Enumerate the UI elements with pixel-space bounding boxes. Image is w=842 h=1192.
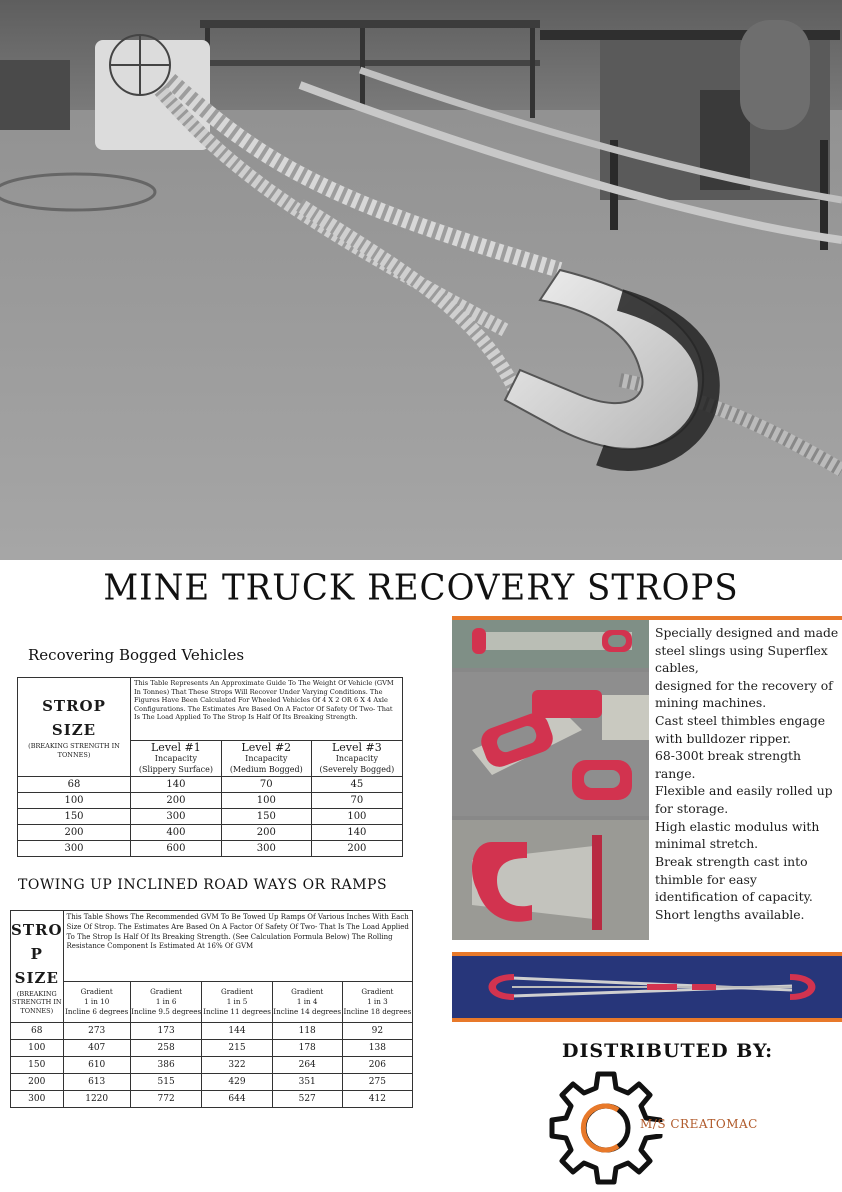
table-row: 200 400 200 140 <box>18 824 403 840</box>
strop-label-cont: P <box>30 944 43 963</box>
table-row: 100 200 100 70 <box>18 792 403 808</box>
gradient-header: Gradient 1 in 5 Incline 11 degrees <box>202 982 272 1023</box>
size-label: SIZE <box>14 968 59 987</box>
table-row: 150 300 150 100 <box>18 808 403 824</box>
distributed-by-heading: DISTRIBUTED BY: <box>562 1040 774 1062</box>
feature-item: Flexible and easily rolled up for storage. <box>655 783 833 817</box>
gradient-header: Gradient 1 in 4 Incline 14 degrees <box>272 982 342 1023</box>
table-row: 300 1220 772 644 527 412 <box>11 1091 413 1108</box>
level-header: Level #1 Incapacity (Slippery Surface) <box>131 741 222 777</box>
breaking-label: (BREAKING STRENGTH IN TONNES) <box>28 742 120 759</box>
strop-label: STROP <box>42 697 106 716</box>
level-header: Level #2 Incapacity (Medium Bogged) <box>221 741 311 777</box>
table-row: 200 613 515 429 351 275 <box>11 1074 413 1091</box>
strop-size-header <box>18 678 131 777</box>
towing-ramps-table <box>10 910 413 1108</box>
feature-item: Short lengths available. <box>655 906 805 922</box>
feature-item: High elastic modulus with minimal stretch. <box>655 818 820 852</box>
strop-product-photos <box>452 620 649 940</box>
feature-item: Break strength cast into thimble for easy identification of capacity. <box>655 853 813 905</box>
breaking-label: (BREAKING STRENGTH IN TONNES) <box>11 989 62 1015</box>
feature-item: 68-300t break strength range. <box>655 748 802 781</box>
size-label: SIZE <box>51 721 97 740</box>
hero-photo <box>0 0 842 560</box>
table-description: This Table Represents An Approximate Guide To The Weight Of Vehicle (GVM In Tonnes) That These Strops Will Recover Under Varying Conditions. The Figures Have Been Calculated For Wheeled Vehicles Of 4 X 2 OR 6 X 4 Axle Configurations. The Estimates Are Based On A Factor Of Safety Of Two- That Is The Load Applied To The Strop Is Half Of Its Breaking Strength. <box>131 678 403 741</box>
gradient-header: Gradient 1 in 6 Incline 9.5 degrees <box>130 982 202 1023</box>
gradient-header: Gradient 1 in 10 Incline 6 degrees <box>63 982 130 1023</box>
company-name: M/S CREATOMAC <box>640 1117 758 1131</box>
table-row: 100 407 258 215 178 138 <box>11 1040 413 1057</box>
strop-label: STRO <box>11 920 63 939</box>
section-heading-bogged: Recovering Bogged Vehicles <box>28 646 245 664</box>
feature-item: Specially designed and made steel slings using Superflex cables, <box>655 625 839 676</box>
accent-bar <box>452 1018 842 1022</box>
strop-size-header <box>11 911 64 1023</box>
page-title: MINE TRUCK RECOVERY STROPS <box>103 567 739 609</box>
feature-item: designed for the recovery of mining machines. <box>655 677 833 711</box>
table-row: 68 273 173 144 118 92 <box>11 1023 413 1040</box>
table-row: 68 140 70 45 <box>18 776 403 792</box>
gradient-header: Gradient 1 in 3 Incline 18 degrees <box>342 982 412 1023</box>
feature-list <box>655 624 841 923</box>
strop-banner-image <box>452 956 842 1018</box>
section-heading-towing: TOWING UP INCLINED ROAD WAYS OR RAMPS <box>18 877 388 893</box>
level-header: Level #3 Incapacity (Severely Bogged) <box>311 741 402 777</box>
table-description: This Table Shows The Recommended GVM To Be Towed Up Ramps Of Various Inches With Each Size Of Strop. The Estimates Are Based On A Factor Of Safety Of Two- That Is The Load Applied To The Strop Is Half Of Its Breaking Strength. (See Calculation Formula Below) The Rolling Resistance Component Is Estimated At 16% Of GVM <box>63 911 412 982</box>
table-row: 300 600 300 200 <box>18 840 403 856</box>
feature-item: Cast steel thimbles engage with bulldozer ripper. <box>655 713 826 746</box>
table-row: 150 610 386 322 264 206 <box>11 1057 413 1074</box>
bogged-recovery-table <box>17 677 403 857</box>
